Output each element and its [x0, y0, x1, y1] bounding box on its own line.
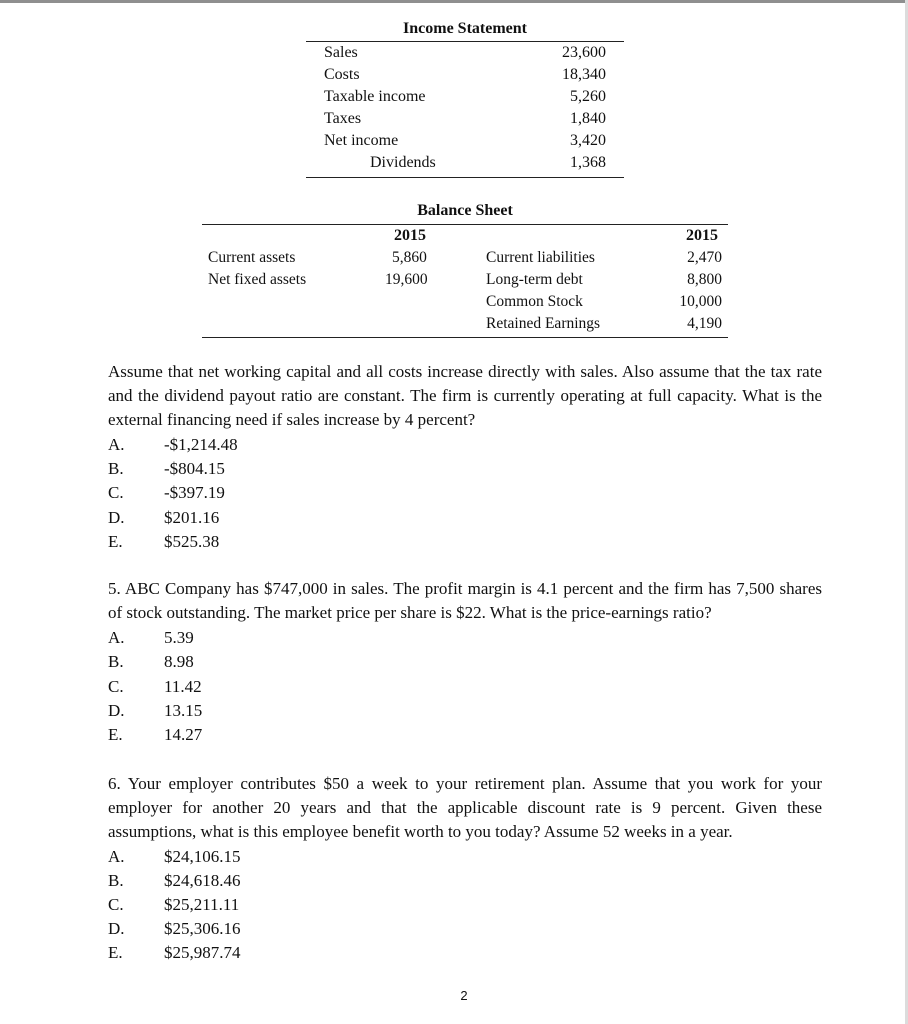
option-letter: E.: [108, 532, 123, 551]
liability-label: Common Stock: [486, 293, 583, 310]
row-label: Costs: [324, 66, 360, 83]
option-text: $25,211.11: [164, 895, 240, 914]
liability-label: Current liabilities: [486, 249, 595, 266]
row-value: 5,260: [570, 88, 606, 105]
divider: [202, 337, 728, 338]
table-row: [306, 132, 624, 154]
liability-value: 8,800: [687, 271, 722, 288]
row-value: 23,600: [562, 44, 606, 61]
option-letter: A.: [108, 628, 125, 647]
table-row: [306, 88, 624, 110]
option-text: $24,106.15: [164, 847, 241, 866]
option-letter: E.: [108, 943, 123, 962]
option-text: 8.98: [164, 652, 194, 671]
income-statement-title: Income Statement: [403, 20, 527, 37]
table-row: [306, 154, 624, 176]
row-value: 1,840: [570, 110, 606, 127]
option-letter: D.: [108, 701, 125, 720]
liability-value: 2,470: [687, 249, 722, 266]
row-label: Net income: [324, 132, 399, 149]
option-text: 14.27: [164, 725, 203, 744]
option-letter: D.: [108, 508, 125, 527]
option-text: 11.42: [164, 677, 202, 696]
divider: [306, 177, 624, 178]
option-text: $24,618.46: [164, 871, 241, 890]
option-text: -$1,214.48: [164, 435, 238, 454]
page-number: 2: [460, 988, 468, 1003]
table-row: [306, 44, 624, 66]
table-row: [306, 110, 624, 132]
balance-sheet-title: Balance Sheet: [417, 202, 513, 219]
year-header-liabilities: 2015: [686, 227, 718, 244]
option-text: $25,306.16: [164, 919, 241, 938]
asset-value: 19,600: [385, 271, 428, 288]
question-text: 6. Your employer contributes $50 a week to your retirement plan. Assume that you work for your employer for another 20 years and that the applicable discount rate is 9 percent. Given these assumptions, what is this employee benefit worth to you today? Assume 52 weeks in a year.: [108, 774, 822, 841]
table-row: [306, 66, 624, 88]
liability-label: Retained Earnings: [486, 315, 601, 332]
liability-value: 4,190: [687, 315, 722, 332]
row-label: Taxes: [324, 110, 362, 127]
option-letter: B.: [108, 459, 124, 478]
asset-label: Net fixed assets: [208, 271, 307, 288]
divider: [202, 224, 728, 225]
option-letter: C.: [108, 677, 124, 696]
option-letter: E.: [108, 725, 123, 744]
option-text: -$804.15: [164, 459, 225, 478]
option-text: $525.38: [164, 532, 220, 551]
option-letter: D.: [108, 919, 125, 938]
liability-value: 10,000: [679, 293, 722, 310]
question-text: 5. ABC Company has $747,000 in sales. The profit margin is 4.1 percent and the firm has 7,500 shares of stock outstanding. The market price per share is $22. What is the price-earnings ratio?: [108, 579, 822, 622]
option-text: 13.15: [164, 701, 203, 720]
option-letter: B.: [108, 871, 124, 890]
asset-value: 5,860: [392, 249, 427, 266]
row-label: Sales: [324, 44, 358, 61]
row-label: Taxable income: [324, 88, 426, 105]
question-text: Assume that net working capital and all costs increase directly with sales. Also assume that the tax rate and the dividend payout ratio are constant. The firm is currently operating at full capacity. What is the external financing need if sales increase by 4 percent?: [108, 362, 822, 429]
option-letter: A.: [108, 847, 125, 866]
year-header-assets: 2015: [394, 227, 426, 244]
liability-label: Long-term debt: [486, 271, 583, 288]
option-text: $201.16: [164, 508, 220, 527]
option-text: $25,987.74: [164, 943, 241, 962]
top-border: [0, 0, 908, 3]
row-value: 3,420: [570, 132, 606, 149]
option-letter: C.: [108, 895, 124, 914]
option-letter: A.: [108, 435, 125, 454]
option-text: 5.39: [164, 628, 194, 647]
asset-label: Current assets: [208, 249, 296, 266]
row-value: 18,340: [562, 66, 606, 83]
divider: [306, 41, 624, 42]
option-letter: B.: [108, 652, 124, 671]
row-label: Dividends: [370, 154, 436, 171]
row-value: 1,368: [570, 154, 606, 171]
option-text: -$397.19: [164, 483, 225, 502]
option-letter: C.: [108, 483, 124, 502]
